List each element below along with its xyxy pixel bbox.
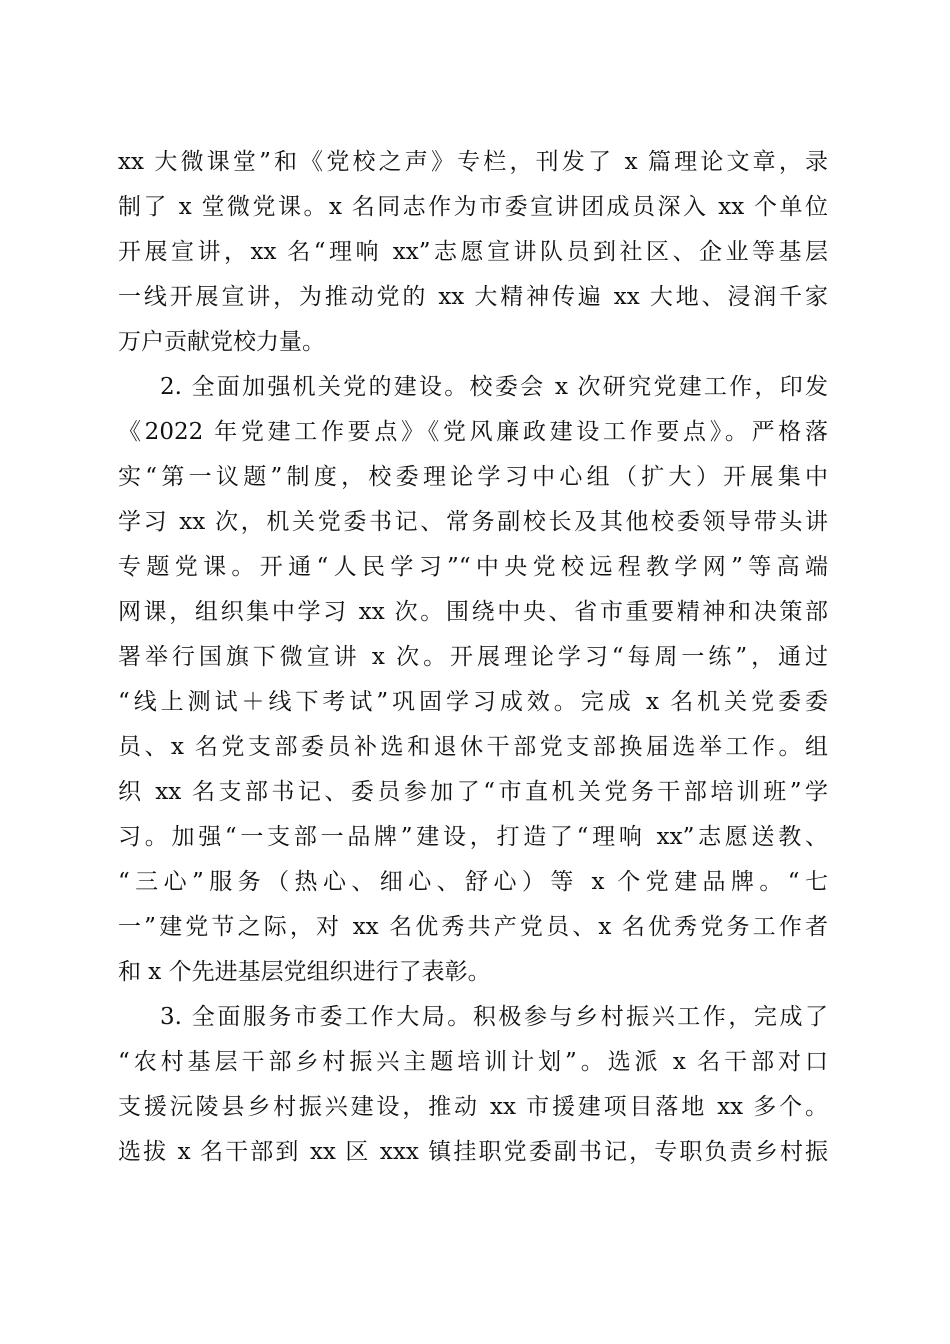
text-line: 专题党课。开通“人民学习”“中央党校远程教学网”等高端 (118, 554, 828, 580)
text-line: “线上测试＋线下考试”巩固学习成效。完成 x 名机关党委委 (118, 689, 828, 715)
text-line: 《2022 年党建工作要点》《党风廉政建设工作要点》。严格落 (118, 419, 828, 445)
text-line: xx 大微课堂”和《党校之声》专栏，刊发了 x 篇理论文章，录 (118, 149, 828, 175)
text-line: 支援沅陵县乡村振兴建设，推动 xx 市援建项目落地 xx 多个。 (118, 1094, 828, 1120)
paragraph-heading-line: 2. 全面加强机关党的建设。校委会 x 次研究党建工作，印发 (160, 374, 828, 400)
text-line: 网课，组织集中学习 xx 次。围绕中央、省市重要精神和决策部 (118, 599, 828, 625)
text-line: 学习 xx 次，机关党委书记、常务副校长及其他校委领导带头讲 (118, 509, 828, 535)
text-line: 制了 x 堂微党课。x 名同志作为市委宣讲团成员深入 xx 个单位 (118, 194, 828, 220)
text-line: 员、x 名党支部委员补选和退休干部党支部换届选举工作。组 (118, 734, 828, 760)
document-body (118, 140, 828, 1175)
text-line: 一”建党节之际，对 xx 名优秀共产党员、x 名优秀党务工作者 (118, 914, 828, 940)
text-line: 署举行国旗下微宣讲 x 次。开展理论学习“每周一练”，通过 (118, 644, 828, 670)
text-line: 和 x 个先进基层党组织进行了表彰。 (118, 959, 491, 985)
text-line: 开展宣讲，xx 名“理响 xx”志愿宣讲队员到社区、企业等基层 (118, 239, 828, 265)
text-line: 万户贡献党校力量。 (118, 329, 325, 355)
text-line: 习。加强“一支部一品牌”建设，打造了“理响 xx”志愿送教、 (118, 824, 828, 850)
paragraph-heading-line: 3. 全面服务市委工作大局。积极参与乡村振兴工作，完成了 (160, 1004, 828, 1030)
text-line: 织 xx 名支部书记、委员参加了“市直机关党务干部培训班”学 (118, 779, 828, 805)
text-line: 选拔 x 名干部到 xx 区 xxx 镇挂职党委副书记，专职负责乡村振 (118, 1139, 828, 1165)
text-line: 实“第一议题”制度，校委理论学习中心组（扩大）开展集中 (118, 464, 828, 490)
text-line: 一线开展宣讲，为推动党的 xx 大精神传遍 xx 大地、浸润千家 (118, 284, 828, 310)
text-line: “三心”服务（热心、细心、舒心）等 x 个党建品牌。“七 (118, 869, 828, 895)
text-line: “农村基层干部乡村振兴主题培训计划”。选派 x 名干部对口 (118, 1049, 828, 1075)
